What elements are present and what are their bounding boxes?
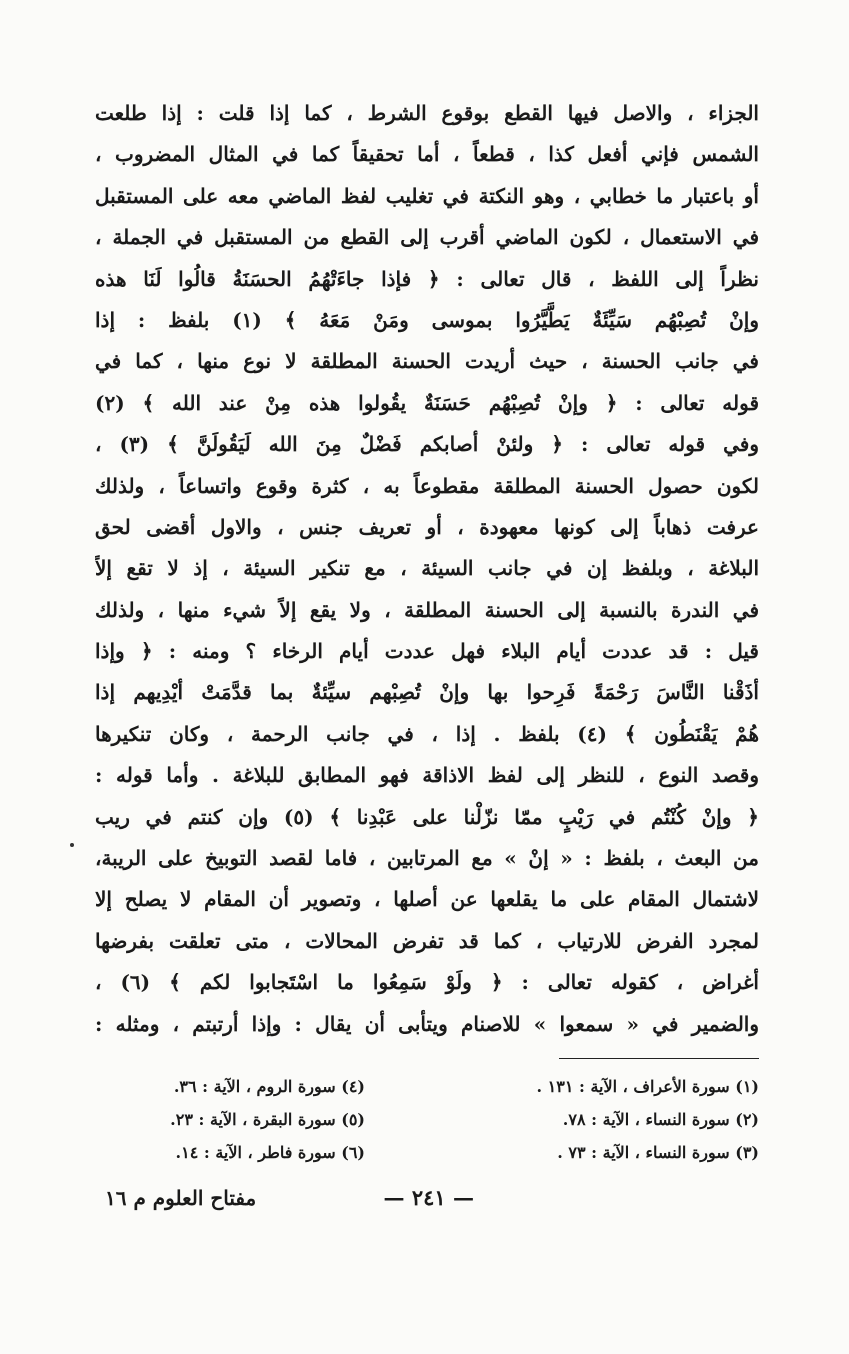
footnote: (١) سورة الأعراف ، الآية : ١٣١ .	[536, 1077, 759, 1096]
page-number: — ٢٤١ —	[383, 1185, 474, 1210]
text-line: وفي قوله تعالى : ﴿ ولئنْ أصابكم فَضْلٌ مِنَ الله لَيَقُولَنَّ ﴾ (٣) ،	[95, 432, 759, 457]
text-line: عرفت ذهاباً إلى كونها معهودة ، أو تعريف جنس ، والاول أقضى لحق	[95, 514, 759, 539]
text-line: قيل : قد عددت أيام البلاء فهل عددت أيام الرخاء ؟ ومنه : ﴿ وإذا	[95, 639, 759, 664]
footnote: (٤) سورة الروم ، الآية : ٣٦.	[173, 1077, 365, 1096]
footnotes-column-left	[105, 1070, 365, 1169]
text-line: من البعث ، بلفظ : « إنْ » مع المرتابين ، فاما لقصد التوبيخ على الريبة،	[95, 846, 759, 871]
page-footer	[105, 1178, 759, 1218]
text-line: ﴿ وإنْ كُنْتُم في رَيْبٍ ممّا نزّلْنا على عَبْدِنا ﴾ (٥) وإن كنتم في ريب	[95, 804, 759, 829]
text-line: والضمير في « سمعوا » للاصنام ويتأبى أن يقال : وإذا أرتبتم ، ومثله :	[95, 1011, 759, 1036]
text-line: البلاغة ، وبلفظ إن في جانب السيئة ، مع تنكير السيئة ، إذ لا تقع إلاً	[95, 556, 759, 581]
text-line: هُمْ يَقْنَطُون ﴾ (٤) بلفظ . إذا ، في جانب الرحمة ، وكان تنكيرها	[95, 721, 759, 746]
footnote-separator	[559, 1058, 759, 1059]
footnotes-column-right	[459, 1070, 759, 1169]
text-line: لمجرد الفرض للارتياب ، كما قد تفرض المحالات ، متى تعلقت بفرضها	[95, 928, 759, 953]
text-line: أو باعتبار ما خطابي ، وهو النكتة في تغليب لفظ الماضي معه على المستقبل	[95, 183, 759, 208]
text-line: أغراض ، كقوله تعالى : ﴿ ولَوْ سَمِعُوا ما اسْتَجابوا لكم ﴾ (٦) ،	[95, 970, 759, 995]
book-signature: مفتاح العلوم م ١٦	[105, 1186, 257, 1210]
text-line: في الندرة بالنسبة إلى الحسنة المطلقة ، ولا يقع إلاً شيء منها ، ولذلك	[95, 597, 759, 622]
margin-mark	[70, 843, 74, 847]
footnote: (٣) سورة النساء ، الآية : ٧٣ .	[557, 1143, 759, 1162]
text-line: لاشتمال المقام على ما يقلعها عن أصلها ، وتصوير أن المقام لا يصلح إلا	[95, 887, 759, 912]
text-line: وقصد النوع ، للنظر إلى لفظ الاذاقة فهو المطابق للبلاغة . وأما قوله :	[95, 763, 759, 788]
main-text-block	[95, 93, 759, 1045]
footnote: (٢) سورة النساء ، الآية : ٧٨.	[562, 1110, 759, 1129]
text-line: أذَقْنا النَّاسَ رَحْمَةً فَرِحوا بها وإنْ تُصِبْهم سيِّئةٌ بما قدَّمَتْ أيْدِيهم إذا	[95, 680, 759, 705]
footnote: (٦) سورة فاطر ، الآية : ١٤.	[175, 1143, 365, 1162]
text-line: وإنْ تُصِبْهُم سَيِّئَةٌ يَطَّيَّرُوا بموسى ومَنْ مَعَهُ ﴾ (١) بلفظ : إذا	[95, 307, 759, 332]
text-line: الجزاء ، والاصل فيها القطع بوقوع الشرط ، كما إذا قلت : إذا طلعت	[95, 101, 759, 125]
text-line: في الاستعمال ، لكون الماضي أقرب إلى القطع من المستقبل في الجملة ،	[95, 225, 759, 250]
text-line: قوله تعالى : ﴿ وإنْ تُصِبْهُم حَسَنَةٌ يقُولوا هذه مِنْ عند الله ﴾ (٢)	[95, 390, 759, 415]
footnotes	[105, 1070, 759, 1169]
footnote: (٥) سورة البقرة ، الآية : ٢٣.	[170, 1110, 365, 1129]
text-line: لكون حصول الحسنة المطلقة مقطوعاً به ، كثرة وقوع واتساعاً ، ولذلك	[95, 473, 759, 498]
text-line: نظراً إلى اللفظ ، قال تعالى : ﴿ فإذا جاءَتْهُمُ الحسَنَةُ قالُوا لَنَا هذه	[95, 266, 759, 291]
text-line: الشمس فإني أفعل كذا ، قطعاً ، أما تحقيقاً كما في المثال المضروب ،	[95, 142, 759, 167]
text-line: في جانب الحسنة ، حيث أريدت الحسنة المطلقة لا نوع منها ، كما في	[95, 349, 759, 374]
